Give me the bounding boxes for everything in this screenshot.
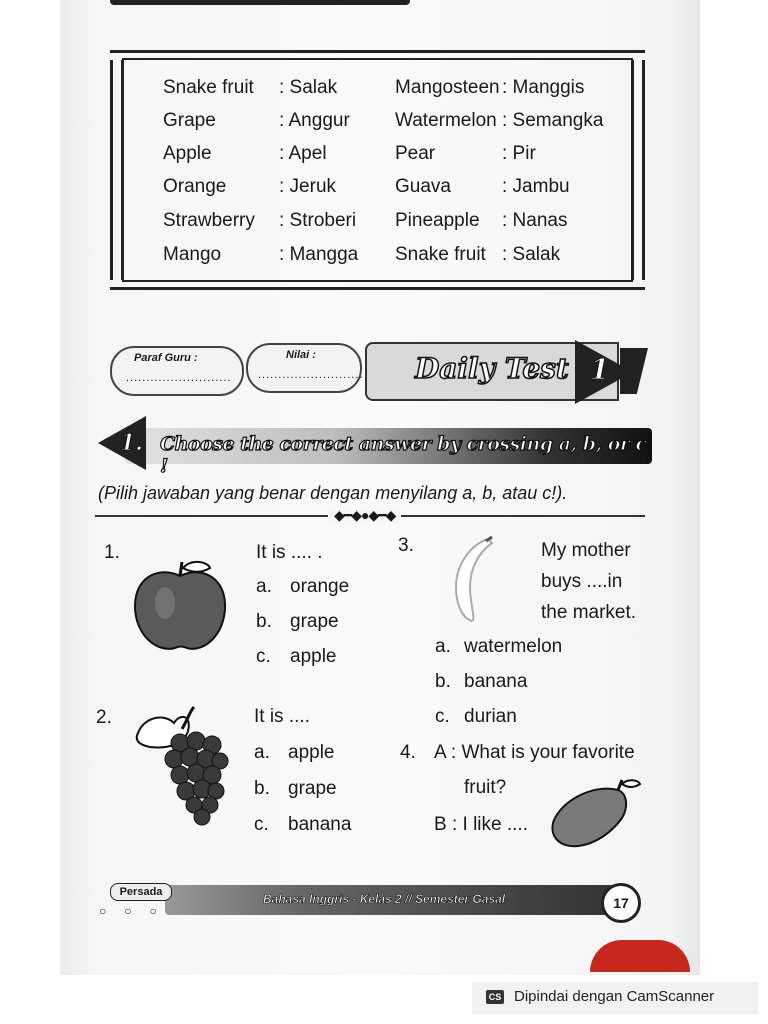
vocab-word-id: : Mangga: [279, 244, 359, 265]
vocab-word-en: Mango: [163, 244, 222, 265]
vocab-word-en: Grape: [163, 110, 216, 131]
red-object: [590, 940, 690, 972]
vocab-word-id: : Salak: [279, 77, 338, 98]
vocab-word-id: : Stroberi: [279, 210, 357, 231]
q2-stem: It is ....: [254, 706, 310, 727]
publisher-label: Persada: [110, 883, 172, 901]
q1-option-c[interactable]: apple: [290, 646, 337, 667]
apple-icon: [130, 558, 230, 654]
paraf-guru-dots: ..........................: [126, 372, 232, 384]
vocab-word-en: Apple: [163, 143, 212, 164]
vocab-word-id: : Jeruk: [279, 176, 337, 197]
q4-line1: A : What is your favorite: [434, 742, 635, 763]
q3-option-b[interactable]: banana: [464, 671, 528, 692]
divider-ornament: ◆━◆●◆━◆: [328, 507, 401, 524]
q2-number: 2.: [96, 707, 112, 728]
instruction-translation: (Pilih jawaban yang benar dengan menyilang a, b, atau c!).: [98, 483, 568, 503]
q2-option-c-letter[interactable]: c.: [254, 814, 269, 835]
vocab-word-en: Mangosteen: [395, 77, 500, 98]
q1-stem: It is .... .: [256, 542, 323, 563]
vocab-word-en: Orange: [163, 176, 227, 197]
q2-option-c[interactable]: banana: [288, 814, 352, 835]
vocab-word-id: : Jambu: [502, 176, 570, 197]
q1-option-a[interactable]: orange: [290, 576, 350, 597]
q3-option-a-letter[interactable]: a.: [435, 636, 451, 657]
q2-option-b-letter[interactable]: b.: [254, 778, 270, 799]
grape-icon: [128, 705, 233, 827]
vocab-word-en: Strawberry: [163, 210, 255, 231]
book-title: Bahasa Inggris - Kelas 2 // Semester Gasal: [263, 892, 506, 906]
q4-line3: B : I like ....: [434, 814, 528, 835]
vocab-word-en: Snake fruit: [395, 244, 486, 265]
camscanner-logo-icon: CS: [486, 990, 504, 1004]
q3-stem-line2: buys ....in: [541, 571, 623, 592]
vocab-word-id: : Anggur: [279, 110, 350, 131]
q1-option-a-letter[interactable]: a.: [256, 576, 272, 597]
vocab-word-en: Pear: [395, 143, 436, 164]
q2-option-a-letter[interactable]: a.: [254, 742, 270, 763]
nilai-field: [246, 343, 362, 393]
instruction-banner: [125, 428, 652, 477]
paraf-guru-field: [110, 346, 244, 396]
q3-option-c-letter[interactable]: c.: [435, 706, 450, 727]
q1-option-c-letter[interactable]: c.: [256, 646, 271, 667]
camscanner-watermark: [472, 982, 758, 1014]
q2-option-a[interactable]: apple: [288, 742, 335, 763]
paraf-guru-label: Paraf Guru :: [134, 352, 198, 364]
daily-test-number: 1: [590, 353, 610, 386]
vocab-word-id: : Salak: [502, 244, 561, 265]
q3-stem-line1: My mother: [541, 540, 631, 561]
nilai-label: Nilai :: [286, 349, 316, 361]
q3-option-a[interactable]: watermelon: [464, 636, 563, 657]
vocab-word-id: : Pir: [502, 143, 536, 164]
vocab-word-id: : Manggis: [502, 77, 585, 98]
q3-stem-line3: the market.: [541, 602, 637, 623]
q3-option-b-letter[interactable]: b.: [435, 671, 451, 692]
top-edge-bar: [110, 0, 410, 5]
vocab-word-id: : Nanas: [502, 210, 568, 231]
q2-option-b[interactable]: grape: [288, 778, 337, 799]
page-footer: [85, 880, 645, 920]
vocab-word-en: Pineapple: [395, 210, 480, 231]
vocab-word-id: : Semangka: [502, 110, 604, 131]
camscanner-text: Dipindai dengan CamScanner: [514, 988, 715, 1005]
q1-option-b-letter[interactable]: b.: [256, 611, 272, 632]
q3-option-c[interactable]: durian: [464, 706, 517, 727]
vocab-word-en: Guava: [395, 176, 451, 197]
vocab-word-id: : Apel: [279, 143, 327, 164]
vocab-word-en: Snake fruit: [163, 77, 254, 98]
section-number: 1.: [120, 430, 143, 456]
vocab-word-en: Watermelon: [395, 110, 497, 131]
mango-icon: [548, 776, 644, 852]
page-number: 17: [601, 883, 641, 923]
q1-option-b[interactable]: grape: [290, 611, 339, 632]
nilai-dots: ..........................: [258, 369, 364, 381]
daily-test-title: Daily Test: [415, 352, 569, 385]
banana-icon: [448, 535, 498, 625]
footer-circles: ○○○: [99, 904, 175, 918]
q4-number: 4.: [400, 742, 416, 763]
instruction-text: Choose the correct answer by crossing a, b, or c !: [160, 433, 647, 477]
q3-number: 3.: [398, 535, 414, 556]
q4-line2: fruit?: [464, 777, 507, 798]
q1-number: 1.: [104, 542, 120, 563]
